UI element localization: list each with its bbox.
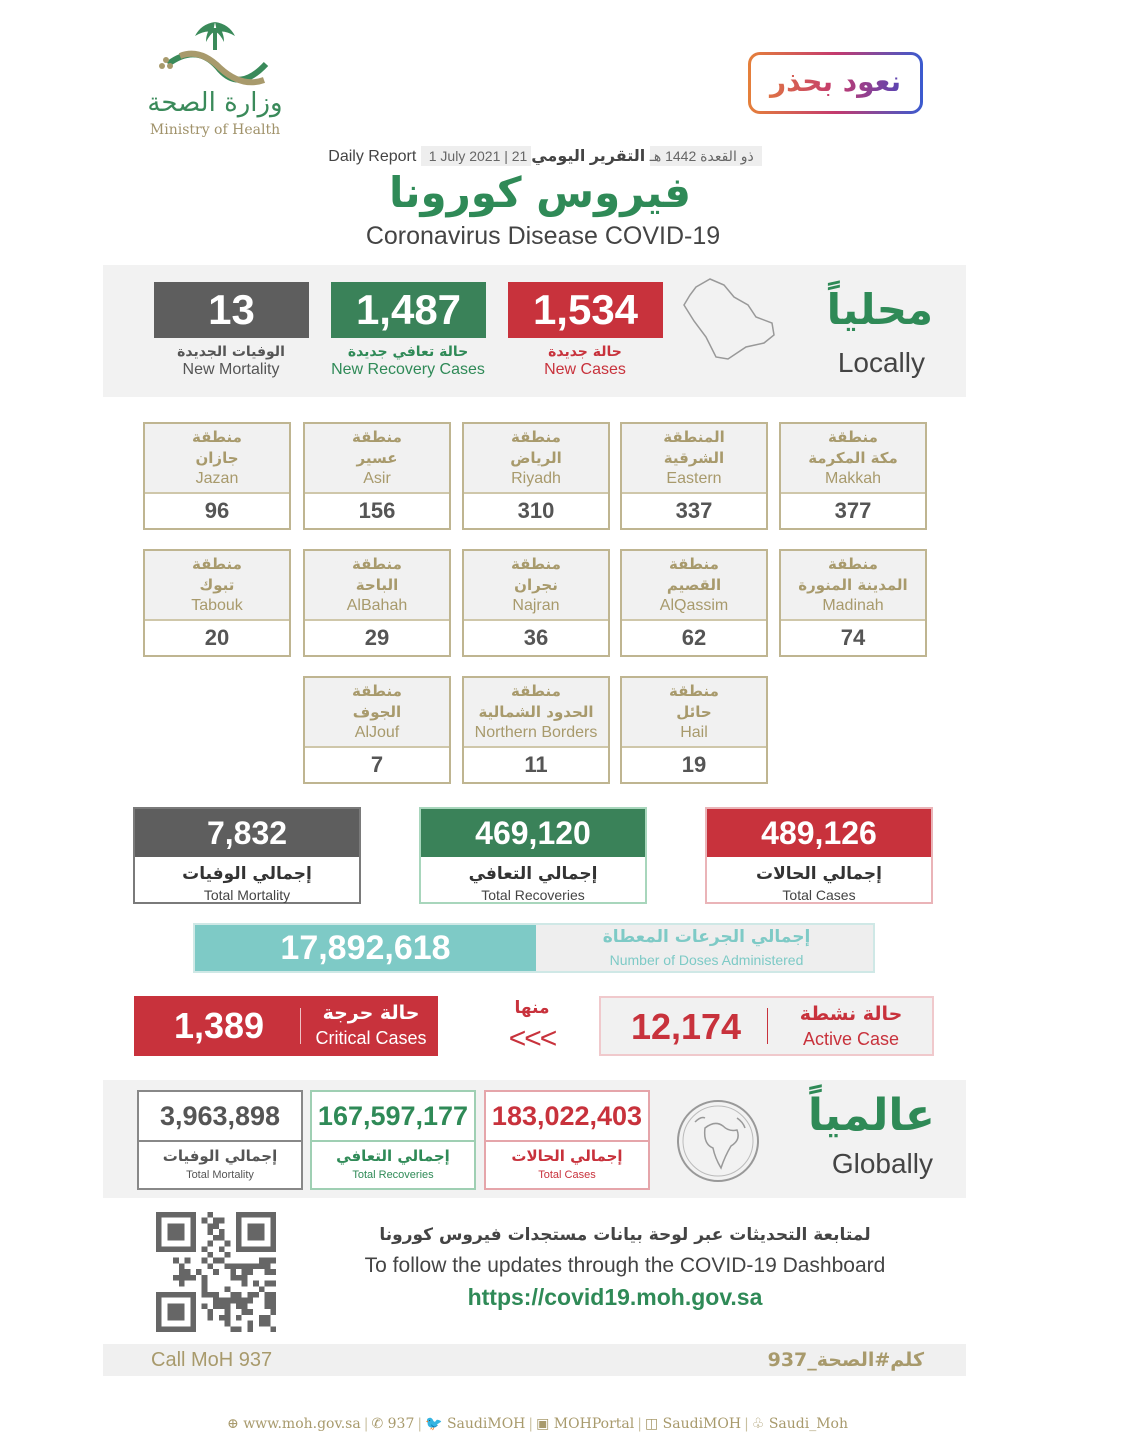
region-card: [620, 549, 768, 657]
region-value: 19: [681, 752, 707, 777]
globe-icon: [675, 1098, 761, 1184]
social-link[interactable]: [371, 1416, 414, 1432]
region-name-en: Jazan: [195, 470, 239, 487]
locally-title-en: Locally: [837, 347, 925, 378]
global-mortality-label-en: Total Mortality: [186, 1169, 254, 1181]
region-prefix: منطقة: [192, 555, 242, 573]
critical-cases-label-en: Critical Cases: [315, 1028, 427, 1048]
region-name-en: AlJouf: [354, 724, 400, 741]
page-title-ar: فيروس كورونا: [388, 168, 692, 217]
region-name-en: Makkah: [824, 470, 882, 487]
region-name-ar: مكة المكرمة: [808, 449, 898, 467]
region-name-ar: نجران: [514, 576, 558, 594]
new-recoveries-label-en: New Recovery Cases: [331, 361, 485, 378]
active-cases-value: 12,174: [630, 1006, 742, 1047]
region-name-ar: الجوف: [352, 703, 402, 721]
doses-card: [193, 923, 875, 973]
region-card: [143, 549, 291, 657]
new-mortality-label: [136, 343, 326, 379]
saudi-map-icon: [676, 275, 786, 365]
region-name-ar: حائل: [676, 703, 712, 721]
follow-text-en: To follow the updates through the COVID-19 Dashboard: [364, 1254, 886, 1277]
region-prefix: منطقة: [352, 428, 402, 446]
critical-cases-value: 1,389: [173, 1005, 265, 1046]
region-header: [305, 424, 449, 494]
call-moh-ar: كلم#الصحة_937: [767, 1349, 924, 1371]
total-cases-card: [705, 807, 933, 904]
region-value: 74: [840, 625, 866, 650]
social-link[interactable]: [752, 1416, 848, 1432]
total-recoveries-card: [419, 807, 647, 904]
palm-swords-icon: [140, 20, 290, 90]
region-header: [781, 551, 925, 621]
region-prefix: منطقة: [511, 428, 561, 446]
call-moh-en: Call MoH 937: [151, 1349, 273, 1371]
region-card: [303, 422, 451, 530]
new-cases-value: 1,534: [508, 282, 663, 338]
new-cases-label-en: New Cases: [544, 361, 626, 378]
region-prefix: منطقة: [352, 682, 402, 700]
region-header: [305, 678, 449, 748]
region-prefix: منطقة: [669, 555, 719, 573]
active-cases-card: [599, 996, 934, 1056]
region-card: [462, 549, 610, 657]
divider: [300, 1008, 301, 1044]
region-value: 96: [204, 498, 230, 523]
region-card: [143, 422, 291, 530]
region-value: 62: [681, 625, 707, 650]
region-header: [145, 551, 289, 621]
region-header: [622, 424, 766, 494]
global-cases-label-ar: إجمالي الحالات: [511, 1147, 623, 1165]
region-value: 36: [523, 625, 549, 650]
divider: [767, 1008, 768, 1044]
region-name-en: Hail: [680, 724, 708, 741]
social-link-text: MOHPortal: [553, 1416, 635, 1432]
twitter-icon: 🐦: [425, 1416, 443, 1432]
separator: |: [528, 1416, 534, 1432]
global-mortality-label-ar: إجمالي الوفيات: [162, 1147, 278, 1165]
region-card: [462, 422, 610, 530]
separator: |: [363, 1416, 369, 1432]
region-name-ar: جازان: [195, 449, 239, 467]
region-name-ar: عسير: [356, 449, 398, 467]
region-value: 377: [834, 498, 872, 523]
region-name-en: Tabouk: [191, 597, 243, 614]
region-value: 7: [370, 752, 384, 777]
global-recoveries-card: [310, 1090, 476, 1190]
region-header: [305, 551, 449, 621]
new-mortality-label-ar: الوفيات الجديدة: [177, 344, 285, 360]
global-recoveries-value: 167,597,177: [312, 1092, 474, 1142]
phone-icon: ✆: [371, 1416, 384, 1432]
separator: |: [637, 1416, 642, 1432]
report-line: [0, 146, 1090, 166]
region-name-en: AlBahah: [346, 597, 408, 614]
region-name-ar: المدينة المنورة: [798, 576, 908, 594]
region-name-en: Najran: [512, 597, 560, 614]
region-card: [303, 676, 451, 784]
moh-logo: [140, 20, 290, 145]
region-name-en: Asir: [363, 470, 391, 487]
region-name-en: Eastern: [666, 470, 722, 487]
total-cases-value: 489,126: [707, 809, 931, 857]
region-card: [620, 676, 768, 784]
social-link[interactable]: [536, 1416, 634, 1432]
of-which-label: منها: [514, 998, 550, 1018]
region-value: 337: [675, 498, 713, 523]
social-link[interactable]: [645, 1416, 741, 1432]
region-prefix: منطقة: [828, 555, 878, 573]
page-title-en: Coronavirus Disease COVID-19: [365, 222, 721, 250]
new-recoveries-label-ar: حالة تعافي جديدة: [347, 344, 469, 360]
region-card: [303, 549, 451, 657]
global-recoveries-label-ar: إجمالي التعافي: [336, 1147, 450, 1165]
global-cases-value: 183,022,403: [486, 1092, 648, 1142]
region-name-en: AlQassim: [659, 597, 729, 614]
region-header: [464, 551, 608, 621]
new-mortality-value: 13: [154, 282, 309, 338]
region-prefix: منطقة: [511, 555, 561, 573]
global-cases-label-en: Total Cases: [538, 1169, 596, 1181]
region-card: [620, 422, 768, 530]
region-name-ar: الرياض: [510, 449, 562, 467]
new-mortality-label-en: New Mortality: [182, 361, 280, 378]
total-recoveries-label-ar: إجمالي التعافي: [468, 864, 598, 884]
social-link-text: SaudiMOH: [446, 1416, 526, 1432]
region-prefix: منطقة: [511, 682, 561, 700]
social-link[interactable]: [425, 1416, 525, 1432]
region-header: [781, 424, 925, 494]
daily-report-label: Daily Report: [328, 148, 417, 165]
social-link[interactable]: [227, 1416, 361, 1432]
total-mortality-label-ar: إجمالي الوفيات: [182, 864, 312, 884]
global-cases-card: [484, 1090, 650, 1190]
moh-logo-english: Ministry of Health: [149, 122, 281, 138]
region-header: [464, 424, 608, 494]
youtube-icon: ▣: [536, 1416, 550, 1432]
global-mortality-card: [137, 1090, 303, 1190]
qr-code-icon[interactable]: [156, 1212, 276, 1332]
instagram-icon: ◫: [644, 1416, 659, 1432]
globally-title-ar: عالمياً: [807, 1090, 935, 1141]
region-prefix: منطقة: [828, 428, 878, 446]
social-link-text: Saudi_Moh: [768, 1416, 848, 1432]
region-name-ar: القصيم: [666, 576, 722, 594]
total-cases-label-en: Total Cases: [782, 887, 856, 903]
globally-title-en: Globally: [831, 1148, 933, 1179]
region-prefix: منطقة: [352, 555, 402, 573]
arrows-left-icon: <<<: [508, 1022, 556, 1055]
region-name-en: Riyadh: [511, 470, 561, 487]
social-link-text: 937: [387, 1416, 415, 1432]
new-cases-label-ar: حالة جديدة: [548, 344, 622, 360]
separator: |: [417, 1416, 423, 1432]
region-header: [464, 678, 608, 748]
region-prefix: منطقة: [669, 682, 719, 700]
locally-title-ar: محلياً: [826, 285, 933, 334]
dashboard-link[interactable]: https://covid19.moh.gov.sa: [467, 1284, 763, 1310]
region-value: 156: [358, 498, 396, 523]
region-name-ar: الحدود الشمالية: [478, 703, 594, 721]
global-mortality-value: 3,963,898: [139, 1092, 301, 1142]
total-mortality-card: [133, 807, 361, 904]
region-value: 310: [517, 498, 555, 523]
critical-cases-card: [134, 996, 438, 1056]
region-card: [462, 676, 610, 784]
region-name-ar: الباحة: [355, 576, 399, 594]
snapchat-icon: ♧: [751, 1416, 765, 1432]
active-cases-label-en: Active Case: [802, 1029, 900, 1049]
total-mortality-value: 7,832: [135, 809, 359, 857]
global-recoveries-label-en: Total Recoveries: [352, 1169, 434, 1181]
social-links: [0, 1416, 1075, 1432]
region-prefix: المنطقة: [663, 428, 725, 446]
region-card: [779, 422, 927, 530]
total-cases-label-ar: إجمالي الحالات: [756, 864, 882, 884]
doses-value: 17,892,618: [195, 925, 536, 971]
region-header: [622, 678, 766, 748]
total-recoveries-value: 469,120: [421, 809, 645, 857]
globe-icon: ⊕: [227, 1416, 239, 1432]
region-header: [622, 551, 766, 621]
region-header: [145, 424, 289, 494]
new-recoveries-label: [313, 343, 503, 379]
region-card: [779, 549, 927, 657]
region-value: 29: [364, 625, 390, 650]
region-name-en: Northern Borders: [474, 724, 598, 741]
total-recoveries-label-en: Total Recoveries: [481, 887, 585, 903]
region-name-ar: الشرقية: [663, 449, 725, 467]
new-cases-label: [490, 343, 680, 379]
doses-label-ar: إجمالي الجرعات المعطاة: [602, 927, 811, 947]
campaign-logo: [748, 52, 923, 114]
social-link-text: www.moh.gov.sa: [243, 1416, 361, 1432]
active-cases-label-ar: حالة نشطة: [799, 1003, 903, 1025]
social-link-text: SaudiMOH: [662, 1416, 742, 1432]
report-date: 1 July 2021 | 21 ذو القعدة 1442 هـ: [421, 146, 762, 166]
global-summary: [103, 1080, 966, 1198]
moh-logo-arabic: وزارة الصحة: [147, 88, 283, 118]
new-recoveries-value: 1,487: [331, 282, 486, 338]
total-mortality-label-en: Total Mortality: [203, 887, 291, 903]
region-name-en: Madinah: [822, 597, 884, 614]
local-summary: [103, 265, 966, 397]
critical-cases-label-ar: حالة حرجة: [322, 1002, 420, 1024]
region-prefix: منطقة: [192, 428, 242, 446]
region-value: 20: [204, 625, 230, 650]
region-name-ar: تبوك: [199, 576, 235, 594]
call-bar: [103, 1344, 966, 1376]
separator: |: [744, 1416, 749, 1432]
doses-label-en: Number of Doses Administered: [609, 952, 804, 968]
daily-report-label-ar: التقرير اليومي: [531, 148, 646, 165]
region-value: 11: [524, 752, 548, 777]
follow-text-ar: لمتابعة التحديثات عبر لوحة بيانات مستجدات فيروس كورونا: [379, 1225, 871, 1245]
campaign-logo-text: نعود بحذر: [751, 55, 920, 109]
